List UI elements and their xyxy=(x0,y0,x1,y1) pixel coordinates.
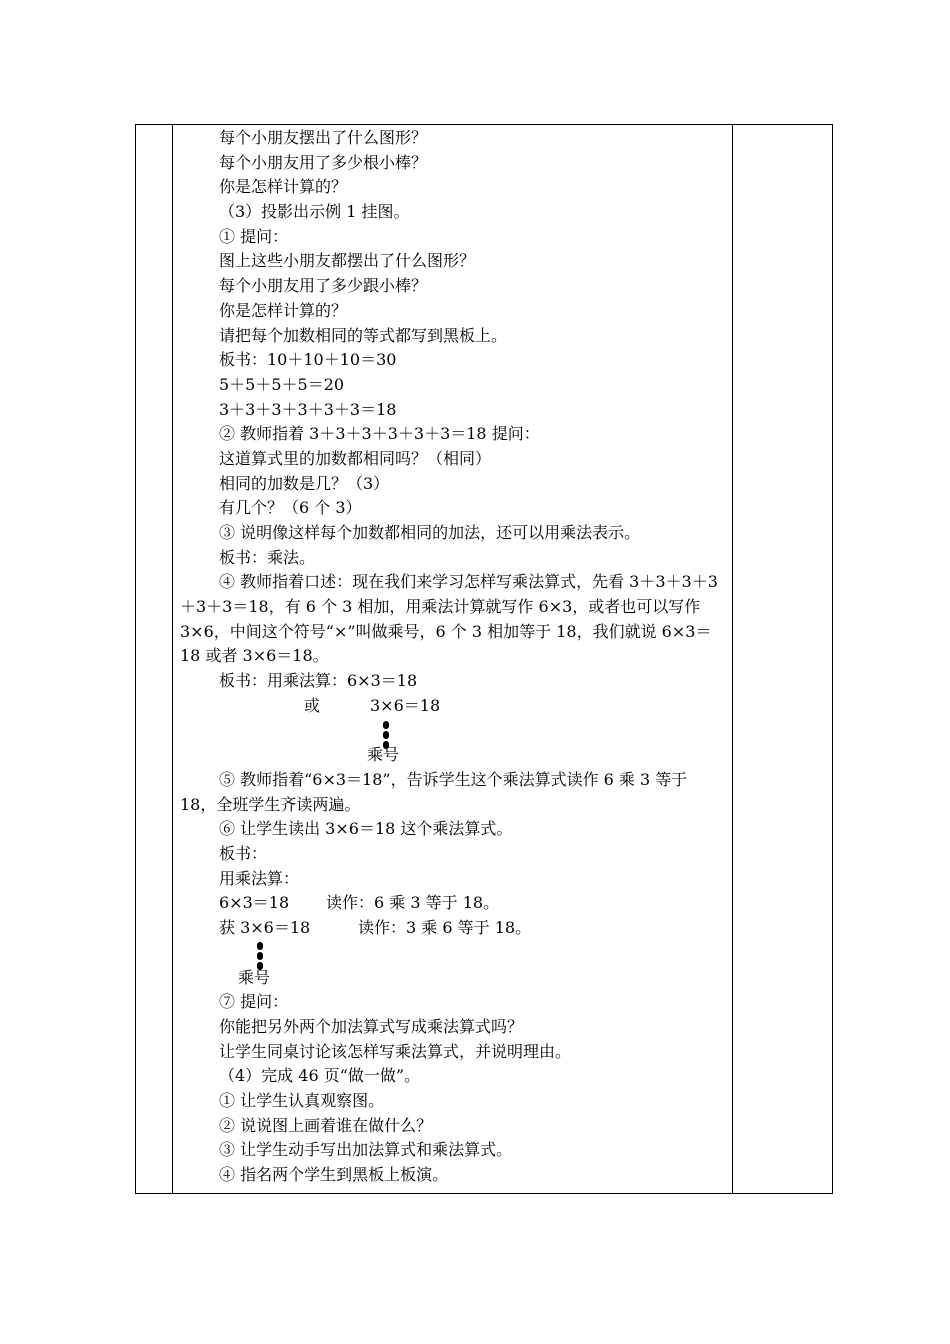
lesson-content-cell xyxy=(172,124,732,1194)
text-line: ③ 让学生动手写出加法算式和乘法算式。 xyxy=(219,1140,513,1160)
multiplication-sign-label: 乘号 xyxy=(238,967,271,987)
board-label: 板书： xyxy=(219,844,268,864)
text-line: ② 说说图上画着谁在做什么？ xyxy=(219,1115,433,1135)
text-line: ③ 说明像这样每个加数都相同的加法，还可以用乘法表示。 xyxy=(219,523,641,542)
board-equation: 获 3×6＝18 xyxy=(219,918,311,938)
multiplication-sign-label: 乘号 xyxy=(367,745,400,765)
board-line: 板书：用乘法算：6×3＝18 xyxy=(219,671,418,691)
text-line: ⑦ 提问： xyxy=(219,992,289,1012)
text-line: 请把每个加数相同的等式都写到黑板上。 xyxy=(219,325,508,345)
board-equation: 6×3＝18 xyxy=(219,893,290,913)
board-reading: 读作：6 乘 3 等于 18。 xyxy=(326,893,500,913)
text-line: （3）投影出示例 1 挂图。 xyxy=(219,202,410,222)
text-line: 你是怎样计算的？ xyxy=(219,300,348,320)
table-column-divider xyxy=(732,124,733,1194)
text-line: ① 让学生认真观察图。 xyxy=(219,1090,385,1110)
text-line: 板书：10＋10＋10＝30 xyxy=(219,350,397,370)
text-line: （4）完成 46 页“做一做”。 xyxy=(219,1066,421,1086)
board-equation: 3×6＝18 xyxy=(370,695,441,715)
board-or: 或 xyxy=(304,695,321,715)
paragraph-step-5: ⑤ 教师指着“6×3＝18”，告诉学生这个乘法算式读作 6 乘 3 等于 18，全班学生齐读两遍。 xyxy=(180,769,688,814)
text-line: 5＋5＋5＋5＝20 xyxy=(219,374,345,394)
text-line: 每个小朋友用了多少跟小棒？ xyxy=(219,276,428,296)
text-line: ④ 指名两个学生到黑板上板演。 xyxy=(219,1165,449,1185)
text-line: 这道算式里的加数都相同吗？（相同） xyxy=(219,448,492,468)
board-reading: 读作：3 乘 6 等于 18。 xyxy=(358,918,532,938)
board-multiplication-1 xyxy=(180,669,726,768)
text-line: ② 教师指着 3＋3＋3＋3＋3＋3＝18 提问： xyxy=(219,424,540,444)
text-line: ⑥ 让学生读出 3×6＝18 这个乘法算式。 xyxy=(219,819,513,839)
board-multiplication-2 xyxy=(180,842,726,990)
board-method: 用乘法算： xyxy=(219,868,300,888)
text-line: 板书：乘法。 xyxy=(219,547,316,567)
text-line: 让学生同桌讨论该怎样写乘法算式，并说明理由。 xyxy=(219,1041,572,1061)
text-line: 你能把另外两个加法算式写成乘法算式吗？ xyxy=(219,1016,524,1036)
text-line: 3＋3＋3＋3＋3＋3＝18 xyxy=(219,399,397,419)
text-line: 图上这些小朋友都摆出了什么图形？ xyxy=(219,251,476,271)
text-line: 每个小朋友用了多少根小棒？ xyxy=(219,152,428,172)
text-line: 每个小朋友摆出了什么图形？ xyxy=(219,128,428,147)
text-line: 相同的加数是几？（3） xyxy=(219,473,390,493)
paragraph-step-4: ④ 教师指着口述：现在我们来学习怎样写乘法算式，先看 3＋3＋3＋3＋3＋3＝18，有 6 个 3 相加，用乘法计算就写作 6×3，或者也可以写作 3×6，中间这个符号“×”叫做乘号，6 个 3 相加等于 18，我们就说 6×3＝18 或者 3×6＝18。 xyxy=(180,572,718,666)
text-line: 有几个？（6 个 3） xyxy=(219,498,362,518)
text-line: 你是怎样计算的？ xyxy=(219,177,348,197)
text-line: ① 提问： xyxy=(219,226,289,246)
